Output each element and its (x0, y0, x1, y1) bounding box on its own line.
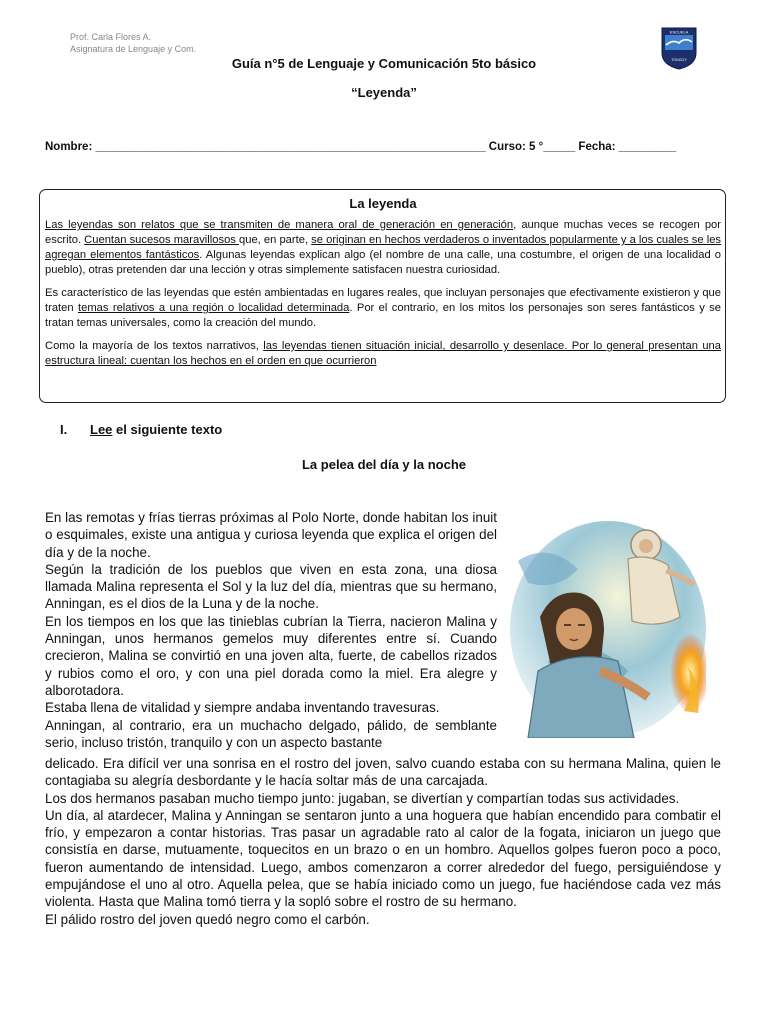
underlined-text: Las leyendas son relatos que se transmiten de manera oral de generación en generación (45, 219, 514, 231)
story-text-bottom (45, 755, 721, 928)
story-paragraph: En los tiempos en los que las tinieblas cubrían la Tierra, nacieron Malina y Anningan, unos hermanos gemelos muy diferentes entre sí. Cuando crecieron, Malina se convirtió en una joven alta, fuerte, de cabellos rizados y rubios como el oro, y con una piel dorada como la miel. Era alegre y alborotadora. (45, 613, 497, 698)
plain-text: . Por el contrario, en los mitos los personajes son seres fantásticos y se tratan temas universales, como la creación del mundo. (45, 302, 721, 329)
page-subtitle: “Leyenda” (351, 85, 417, 100)
story-paragraph: El pálido rostro del joven quedó negro como el carbón. (45, 911, 370, 927)
underlined-text: las leyendas tienen situación inicial, desarrollo y desenlace. Por lo general presentan una estructura lineal: cuentan los hechos en el orden en que ocurrieron (45, 340, 721, 367)
teacher-name: Prof. Carla Flores A. (70, 32, 152, 42)
plain-text: que, en parte, (239, 234, 312, 246)
story-text-top (45, 509, 497, 751)
story-paragraph: Estaba llena de vitalidad y siempre andaba inventando travesuras. (45, 700, 440, 716)
story-paragraph: Según la tradición de los pueblos que viven en esta zona, una diosa llamada Malina representa el Sol y la luz del día, mientras que su hermano, Anningan, es el dios de la Luna y de la noche. (45, 561, 497, 612)
badge-text-bottom: TONGOY (671, 58, 687, 62)
plain-text: . Algunas leyendas explican algo (el nombre de una calle, una costumbre, el origen de una localidad o pueblo), otras pretenden dar una lección y otras simplemente satisfacen nuestra curiosidad. (45, 249, 721, 276)
underlined-text: temas relativos a una región o localidad determinada (78, 302, 350, 314)
underlined-text: Cuentan sucesos maravillosos (84, 234, 240, 246)
underlined-text: se originan en hechos verdaderos o inventados popularmente y a los cuales se les agregan elementos fantásticos (45, 234, 722, 261)
definition-heading: La leyenda (349, 196, 417, 211)
subject-name: Asignatura de Lenguaje y Com. (70, 44, 197, 54)
definition-paragraph-3 (45, 339, 721, 369)
plain-text: Como la mayoría de los textos narrativos, (45, 340, 264, 352)
inuit-siblings-illustration (508, 521, 706, 738)
page-title: Guía n°5 de Lenguaje y Comunicación 5to básico (231, 56, 537, 71)
story-paragraph: delicado. Era difícil ver una sonrisa en el rostro del joven, salvo cuando estaba con su hermana Malina, quien le contagiaba su alegría desbordante y le hacía soltar más de una carcajada. (45, 756, 721, 789)
student-form-line: Nombre: _____________________________________________________________ Curso: 5 °_____ Fecha: _________ (45, 141, 677, 153)
section-text: el siguiente texto (112, 422, 223, 437)
definition-box (39, 189, 726, 403)
section-verb: Lee (90, 422, 113, 437)
plain-text: Es característico de las leyendas que estén ambientadas en lugares reales, que incluyan personajes que efectivamente existieron y que traten (45, 287, 721, 314)
story-paragraph: Un día, al atardecer, Malina y Anningan se sentaron junto a una hoguera que habían encendido para combatir el frío, y empezaron a contar historias. Tras pasar un agradable rato al calor de la fogata, iniciaron un juego que consistía en darse, mutuamente, toquecitos en un brazo o en un hombro. Aquellos golpes fueron poco a poco, fueron aumentando de intensidad. Luego, ambos comenzaron a correr alrededor del fuego, persiguiéndose y empujándose el uno al otro. Aquella pelea, que se había iniciado como un juego, fue haciéndose cada vez más violenta. Hasta que Malina tomó tierra y la sopló sobre el rostro de su hermano. (45, 807, 721, 910)
plain-text: , aunque muchas veces se recogen por escrito. (45, 219, 721, 246)
story-paragraph: Anningan, al contrario, era un muchacho delgado, pálido, de semblante serio, incluso tristón, tranquilo y con un aspecto bastante (45, 717, 497, 750)
story-paragraph: En las remotas y frías tierras próximas al Polo Norte, donde habitan los inuit o esquimales, existe una antigua y curiosa leyenda que explica el origen del día y de la noche. (45, 510, 497, 560)
story-title: La pelea del día y la noche (301, 457, 466, 472)
section-heading (60, 422, 222, 437)
definition-paragraph-1 (45, 218, 721, 278)
story-paragraph: Los dos hermanos pasaban mucho tiempo junto: jugaban, se divertían y compartían todas sus actividades. (45, 790, 680, 806)
definition-paragraph-2 (45, 286, 721, 331)
teacher-header (70, 31, 196, 55)
badge-text-top: ESCUELA (669, 29, 689, 35)
section-number: I. (60, 422, 68, 437)
